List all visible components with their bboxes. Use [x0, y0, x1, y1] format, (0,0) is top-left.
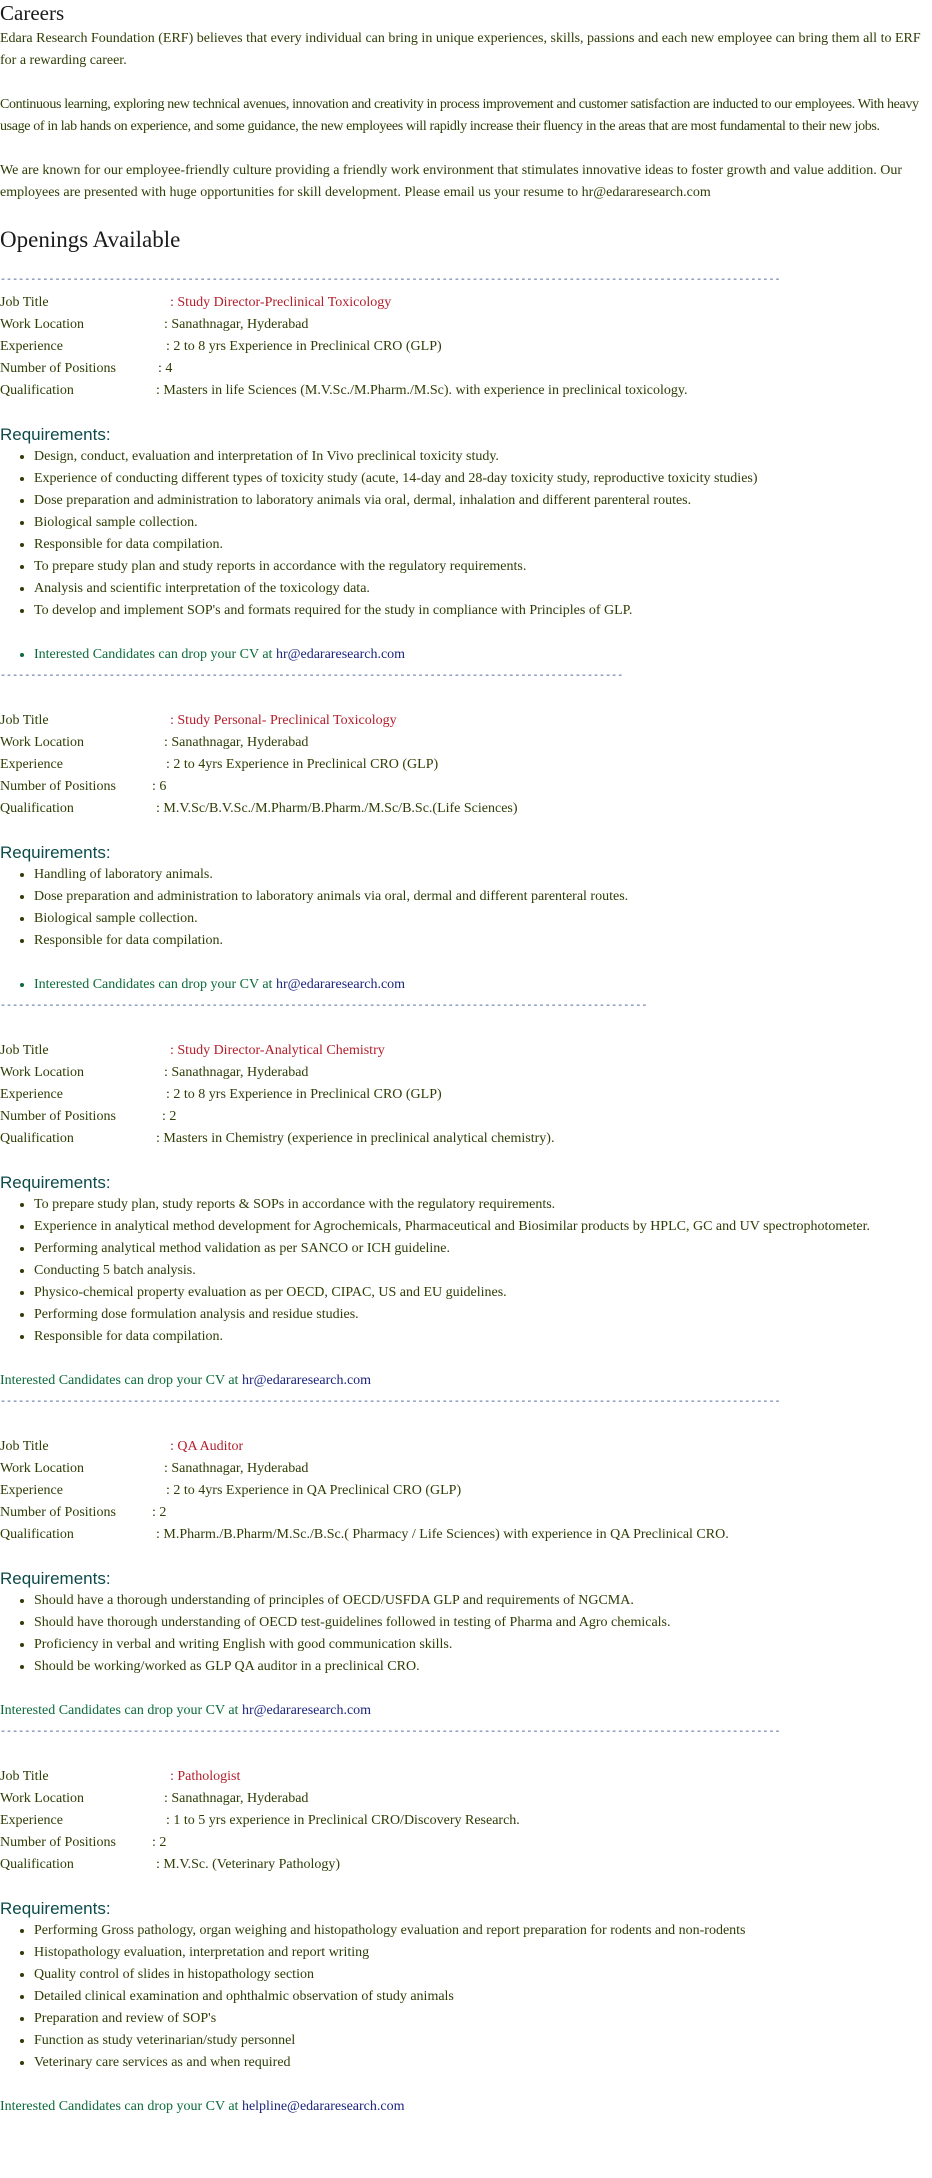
job-title-value: : QA Auditor	[170, 1439, 244, 1454]
requirements-heading: Requirements:	[0, 1173, 111, 1192]
spacer	[0, 1678, 932, 1700]
experience-label: Experience	[0, 757, 63, 772]
requirement-item: • Quality control of slides in histopathology section	[34, 1964, 932, 1986]
spacer	[0, 2074, 932, 2096]
experience-label: Experience	[0, 339, 63, 354]
contact-line	[0, 2096, 932, 2118]
section-divider: ---------------------------------------------------------------------------------------------------------------------------------	[0, 1727, 781, 1738]
openings-heading: Openings Available	[0, 227, 181, 252]
requirement-item: • To prepare study plan, study reports & SOPs in accordance with the regulatory requirements.	[34, 1194, 932, 1216]
intro-paragraph-3: We are known for our employee-friendly culture providing a friendly work environment that stimulates innovative ideas to foster growth and value addition. Our employees are presented with huge opportunities for skill development. Please email us your resume to hr@edararesearch.com	[0, 163, 903, 200]
experience-label: Experience	[0, 1483, 63, 1498]
spacer	[0, 402, 932, 424]
job-title-label: Job Title	[0, 1043, 49, 1058]
spacer	[0, 1744, 932, 1766]
requirement-item: • Detailed clinical examination and ophthalmic observation of study animals	[34, 1986, 932, 2008]
contact-email-link[interactable]: hr@edararesearch.com	[275, 647, 406, 662]
experience-row	[0, 754, 932, 776]
contact-text: Interested Candidates can drop your CV at	[34, 647, 276, 662]
job-title-value: : Study Personal- Preclinical Toxicology	[170, 713, 397, 728]
experience-value: : 1 to 5 yrs experience in Preclinical CRO/Discovery Research.	[166, 1813, 520, 1828]
requirement-item: • Responsible for data compilation.	[34, 1326, 932, 1348]
work-location-label: Work Location	[0, 1461, 85, 1476]
job-listing	[0, 1436, 932, 1766]
experience-row	[0, 1480, 932, 1502]
positions-row	[0, 1106, 932, 1128]
requirements-list	[0, 446, 932, 622]
work-location-label: Work Location	[0, 317, 85, 332]
requirement-item: • Histopathology evaluation, interpretation and report writing	[34, 1942, 932, 1964]
job-title-value: : Pathologist	[170, 1769, 241, 1784]
requirement-item: • Biological sample collection.	[34, 908, 932, 930]
qualification-label: Qualification	[0, 1857, 74, 1872]
requirements-heading: Requirements:	[0, 425, 111, 444]
positions-row	[0, 776, 932, 798]
positions-value: : 2	[152, 1835, 167, 1850]
job-listing	[0, 710, 932, 1040]
positions-row	[0, 358, 932, 380]
positions-row	[0, 1502, 932, 1524]
work-location-value: : Sanathnagar, Hyderabad	[164, 1791, 309, 1806]
requirement-item: • Dose preparation and administration to laboratory animals via oral, dermal and different parenteral routes.	[34, 886, 932, 908]
section-divider: -----------------------------------------------------------------------------------------------------------	[0, 1001, 648, 1012]
requirement-item: • Conducting 5 batch analysis.	[34, 1260, 932, 1282]
requirement-item: • Proficiency in verbal and writing English with good communication skills.	[34, 1634, 932, 1656]
work-location-row	[0, 732, 932, 754]
job-title-row	[0, 1040, 932, 1062]
requirement-item: • Physico-chemical property evaluation as per OECD, CIPAC, US and EU guidelines.	[34, 1282, 932, 1304]
requirements-list	[0, 864, 932, 952]
positions-row	[0, 1832, 932, 1854]
work-location-row	[0, 1062, 932, 1084]
contact-text: Interested Candidates can drop your CV at	[34, 977, 276, 992]
qualification-value: : M.V.Sc/B.V.Sc./M.Pharm/B.Pharm./M.Sc/B.Sc.(Life Sciences)	[156, 801, 518, 816]
spacer	[0, 1348, 932, 1370]
requirement-item: • Should have thorough understanding of OECD test-guidelines followed in testing of Pharma and Agro chemicals.	[34, 1612, 932, 1634]
positions-value: : 2	[152, 1505, 167, 1520]
spacer	[0, 1150, 932, 1172]
work-location-row	[0, 314, 932, 336]
spacer	[0, 688, 932, 710]
requirement-item: • Biological sample collection.	[34, 512, 932, 534]
contact-text: Interested Candidates can drop your CV at	[0, 1703, 242, 1718]
job-title-row	[0, 710, 932, 732]
requirements-list	[0, 1920, 932, 2074]
spacer	[0, 820, 932, 842]
job-title-value: : Study Director-Preclinical Toxicology	[170, 295, 392, 310]
job-listing	[0, 1766, 932, 2118]
positions-value: : 2	[162, 1109, 177, 1124]
spacer	[0, 1876, 932, 1898]
spacer	[0, 1018, 932, 1040]
job-title-row	[0, 1436, 932, 1458]
qualification-label: Qualification	[0, 383, 74, 398]
spacer	[0, 1546, 932, 1568]
qualification-row	[0, 1128, 932, 1150]
positions-label: Number of Positions	[0, 1109, 116, 1124]
contact-list	[0, 974, 932, 996]
qualification-label: Qualification	[0, 1131, 74, 1146]
job-title-value: : Study Director-Analytical Chemistry	[170, 1043, 385, 1058]
requirement-item: • Performing dose formulation analysis and residue studies.	[34, 1304, 932, 1326]
requirement-item: • Experience in analytical method development for Agrochemicals, Pharmaceutical and Biosimilar products by HPLC, GC and UV spectrophotometer.	[34, 1216, 932, 1238]
work-location-label: Work Location	[0, 735, 85, 750]
contact-line	[0, 1700, 932, 1722]
requirement-item: • Performing Gross pathology, organ weighing and histopathology evaluation and report preparation for rodents and non-rodents	[34, 1920, 932, 1942]
qualification-label: Qualification	[0, 801, 74, 816]
experience-label: Experience	[0, 1813, 63, 1828]
requirement-item: • Function as study veterinarian/study personnel	[34, 2030, 932, 2052]
qualification-row	[0, 1854, 932, 1876]
section-divider: ---------------------------------------------------------------------------------------------------------------------------------	[0, 1397, 781, 1408]
requirements-heading: Requirements:	[0, 1569, 111, 1588]
requirement-item: • Dose preparation and administration to laboratory animals via oral, dermal, inhalation and different parenteral routes.	[34, 490, 932, 512]
spacer	[0, 952, 932, 974]
requirement-item: • Preparation and review of SOP's	[34, 2008, 932, 2030]
contact-email-link[interactable]: helpline@edararesearch.com	[241, 2099, 405, 2114]
requirement-item: • To prepare study plan and study reports in accordance with the regulatory requirements.	[34, 556, 932, 578]
job-title-row	[0, 1766, 932, 1788]
contact-text: Interested Candidates can drop your CV at	[0, 2099, 242, 2114]
job-title-label: Job Title	[0, 1769, 49, 1784]
job-title-row	[0, 292, 932, 314]
page-title: Careers	[0, 1, 65, 25]
work-location-value: : Sanathnagar, Hyderabad	[164, 317, 309, 332]
intro-paragraph-1: Edara Research Foundation (ERF) believes that every individual can bring in unique experiences, skills, passions and each new employee can bring them all to ERF for a rewarding career.	[0, 31, 921, 68]
contact-email-link[interactable]: hr@edararesearch.com	[241, 1703, 372, 1718]
qualification-label: Qualification	[0, 1527, 74, 1542]
requirements-list	[0, 1194, 932, 1348]
qualification-row	[0, 798, 932, 820]
section-divider: -------------------------------------------------------------------------------------------------------	[0, 671, 624, 682]
experience-value: : 2 to 4yrs Experience in QA Preclinical CRO (GLP)	[166, 1483, 462, 1498]
positions-label: Number of Positions	[0, 779, 116, 794]
experience-label: Experience	[0, 1087, 63, 1102]
spacer	[0, 622, 932, 644]
work-location-value: : Sanathnagar, Hyderabad	[164, 1065, 309, 1080]
spacer	[0, 1414, 932, 1436]
work-location-value: : Sanathnagar, Hyderabad	[164, 1461, 309, 1476]
requirement-item: • Performing analytical method validation as per SANCO or ICH guideline.	[34, 1238, 932, 1260]
job-listing	[0, 270, 932, 710]
requirement-item: • Veterinary care services as and when required	[34, 2052, 932, 2074]
qualification-value: : Masters in life Sciences (M.V.Sc./M.Pharm./M.Sc). with experience in preclinical toxicology.	[156, 383, 688, 398]
requirements-heading: Requirements:	[0, 1899, 111, 1918]
qualification-row	[0, 1524, 932, 1546]
work-location-row	[0, 1458, 932, 1480]
section-divider: ---------------------------------------------------------------------------------------------------------------------------------	[0, 275, 781, 286]
contact-email-link[interactable]: hr@edararesearch.com	[241, 1373, 372, 1388]
work-location-value: : Sanathnagar, Hyderabad	[164, 735, 309, 750]
requirement-item: • Design, conduct, evaluation and interpretation of In Vivo preclinical toxicity study.	[34, 446, 932, 468]
requirement-item: • Should have a thorough understanding of principles of OECD/USFDA GLP and requirements of NGCMA.	[34, 1590, 932, 1612]
contact-line	[34, 644, 932, 666]
job-title-label: Job Title	[0, 295, 49, 310]
experience-value: : 2 to 4yrs Experience in Preclinical CRO (GLP)	[166, 757, 439, 772]
contact-line	[34, 974, 932, 996]
experience-row	[0, 336, 932, 358]
job-title-label: Job Title	[0, 1439, 49, 1454]
contact-list	[0, 644, 932, 666]
requirement-item: • To develop and implement SOP's and formats required for the study in compliance with Principles of GLP.	[34, 600, 932, 622]
experience-value: : 2 to 8 yrs Experience in Preclinical CRO (GLP)	[166, 1087, 442, 1102]
intro-paragraph-2: Continuous learning, exploring new technical avenues, innovation and creativity in process improvement and customer satisfaction are inducted to our employees. With heavy usage of in lab hands on experience, and some guidance, the new employees will rapidly increase their fluency in the areas that are most fundamental to their new jobs.	[0, 97, 919, 134]
contact-text: Interested Candidates can drop your CV at	[0, 1373, 242, 1388]
experience-value: : 2 to 8 yrs Experience in Preclinical CRO (GLP)	[166, 339, 442, 354]
job-title-label: Job Title	[0, 713, 49, 728]
requirement-item: • Handling of laboratory animals.	[34, 864, 932, 886]
positions-label: Number of Positions	[0, 361, 116, 376]
positions-value: : 4	[158, 361, 173, 376]
requirement-item: • Analysis and scientific interpretation of the toxicology data.	[34, 578, 932, 600]
positions-value: : 6	[152, 779, 167, 794]
qualification-value: : M.Pharm./B.Pharm/M.Sc./B.Sc.( Pharmacy / Life Sciences) with experience in QA Preclinical CRO.	[156, 1527, 729, 1542]
requirement-item: • Responsible for data compilation.	[34, 930, 932, 952]
contact-line	[0, 1370, 932, 1392]
experience-row	[0, 1084, 932, 1106]
work-location-label: Work Location	[0, 1065, 85, 1080]
experience-row	[0, 1810, 932, 1832]
qualification-value: : Masters in Chemistry (experience in preclinical analytical chemistry).	[156, 1131, 555, 1146]
qualification-value: : M.V.Sc. (Veterinary Pathology)	[156, 1857, 341, 1872]
positions-label: Number of Positions	[0, 1835, 116, 1850]
positions-label: Number of Positions	[0, 1505, 116, 1520]
work-location-label: Work Location	[0, 1791, 85, 1806]
requirements-list	[0, 1590, 932, 1678]
contact-email-link[interactable]: hr@edararesearch.com	[275, 977, 406, 992]
job-listing	[0, 1040, 932, 1436]
requirement-item: • Experience of conducting different types of toxicity study (acute, 14-day and 28-day toxicity study, reproductive toxicity studies)	[34, 468, 932, 490]
job-listings	[0, 270, 932, 2118]
requirements-heading: Requirements:	[0, 843, 111, 862]
requirement-item: • Responsible for data compilation.	[34, 534, 932, 556]
work-location-row	[0, 1788, 932, 1810]
qualification-row	[0, 380, 932, 402]
requirement-item: • Should be working/worked as GLP QA auditor in a preclinical CRO.	[34, 1656, 932, 1678]
